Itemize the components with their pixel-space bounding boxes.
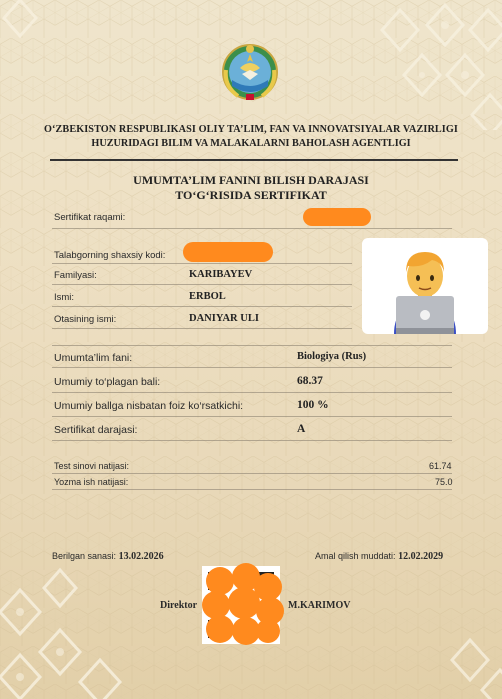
certificate-title-line2: TO‘G‘RISIDA SERTIFIKAT: [175, 188, 327, 202]
level-value: A: [297, 423, 306, 435]
qr-redaction: [198, 563, 288, 648]
divider: [52, 440, 452, 441]
valid-until-value: 12.02.2029: [398, 551, 444, 562]
score-value: 68.37: [297, 375, 323, 387]
director-role: Direktor: [160, 600, 198, 611]
written-result-value: 75.0: [435, 477, 453, 487]
header-divider: [50, 159, 458, 161]
agency-header-line2: HUZURIDAGI BILIM VA MALAKALARNI BAHOLASH AGENTLIGI: [91, 138, 411, 149]
divider: [52, 345, 452, 346]
divider: [52, 416, 452, 417]
written-result-label: Yozma ish natijasi:: [54, 477, 129, 487]
cert-number-redaction: [303, 208, 371, 226]
divider: [52, 392, 452, 393]
issued-date-value: 13.02.2026: [118, 551, 164, 562]
score-label: Umumiy to‘plagan bali:: [54, 376, 161, 388]
percent-label: Umumiy ballga nisbatan foiz ko‘rsatkichi:: [54, 400, 244, 412]
test-result-value: 61.74: [429, 461, 452, 471]
personal-id-redaction: [183, 242, 273, 262]
issued-date: [52, 551, 164, 562]
patronymic-label: Otasining ismi:: [54, 314, 117, 325]
divider: [52, 367, 452, 368]
divider: [52, 489, 452, 490]
cert-number-label: Sertifikat raqami:: [54, 212, 126, 223]
name-value: ERBOL: [189, 291, 226, 302]
surname-label: Familyasi:: [54, 270, 97, 281]
divider: [52, 284, 352, 285]
issued-date-label: Berilgan sanasi:: [52, 551, 117, 561]
state-emblem-icon: [220, 40, 280, 102]
test-result-label: Test sinovi natijasi:: [54, 461, 130, 471]
surname-value: KARIBAYEV: [189, 269, 253, 280]
personal-id-label: Talabgorning shaxsiy kodi:: [54, 250, 166, 261]
corner-ornament-top-right: [360, 0, 502, 130]
percent-value: 100 %: [297, 399, 329, 411]
holder-photo: [362, 238, 488, 334]
divider: [52, 228, 452, 229]
valid-until-label: Amal qilish muddati:: [315, 551, 396, 561]
divider: [52, 473, 452, 474]
corner-ornament-bottom-left: [0, 560, 150, 699]
valid-until-date: [315, 551, 443, 562]
director-name: M.KARIMOV: [288, 600, 351, 611]
patronymic-value: DANIYAR ULI: [189, 313, 259, 324]
person-with-laptop-emoji: [362, 238, 488, 334]
corner-ornament-top-left: [0, 0, 60, 60]
certificate-title-line1: UMUMTA’LIM FANINI BILISH DARAJASI: [133, 173, 369, 187]
divider: [52, 328, 352, 329]
name-label: Ismi:: [54, 292, 75, 303]
subject-label: Umumta’lim fani:: [54, 352, 133, 364]
level-label: Sertifikat darajasi:: [54, 424, 138, 436]
corner-ornament-bottom-right: [430, 620, 502, 699]
subject-value: Biologiya (Rus): [297, 351, 367, 362]
divider: [52, 306, 352, 307]
agency-header-line1: O‘ZBEKISTON RESPUBLIKASI OLIY TA’LIM, FAN VA INNOVATSIYALAR VAZIRLIGI: [44, 124, 458, 135]
divider: [52, 263, 352, 264]
